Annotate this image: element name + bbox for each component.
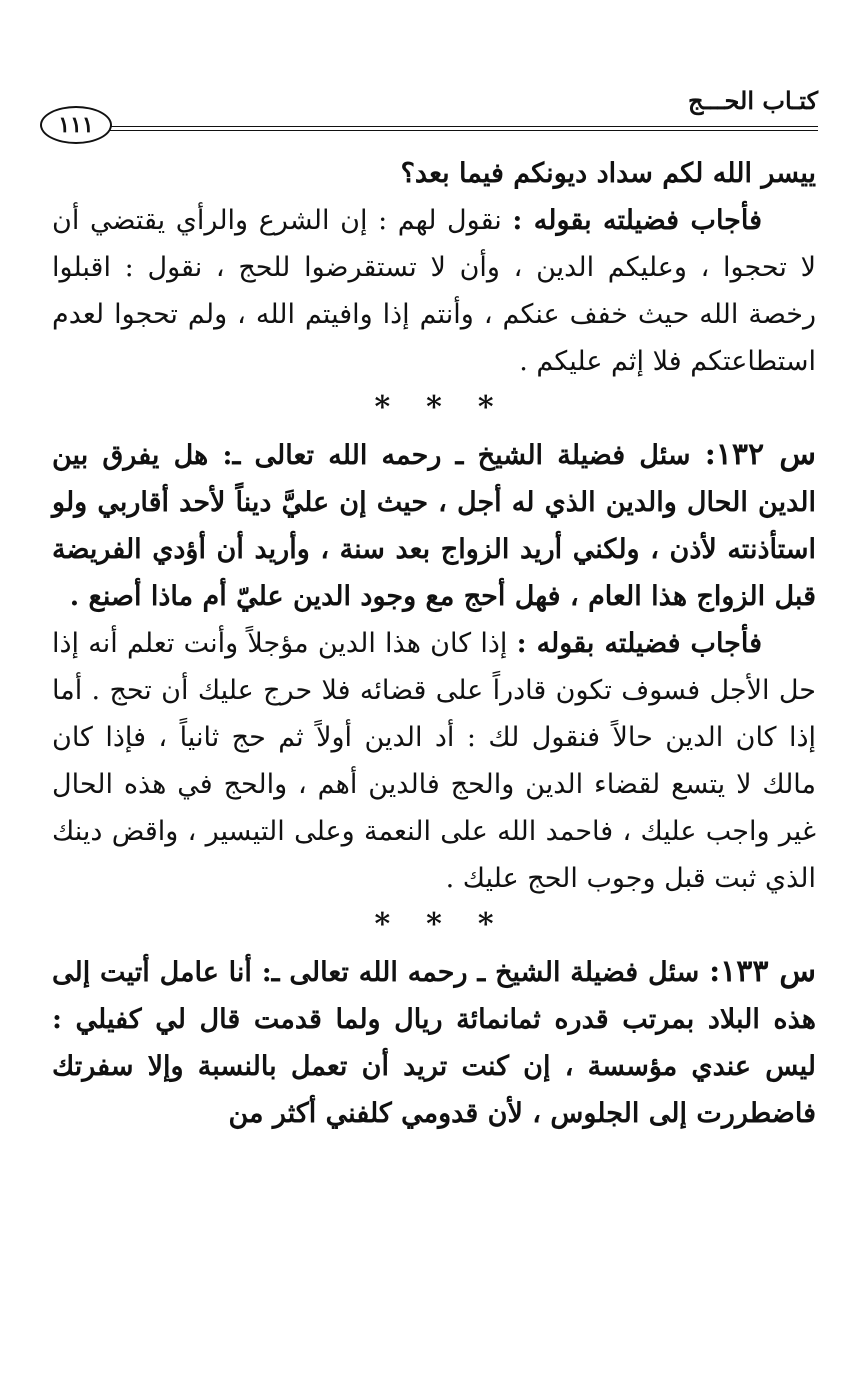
header-rule xyxy=(110,126,818,131)
separator-star: * xyxy=(477,907,494,942)
separator-star: * xyxy=(374,907,391,942)
paragraph-text: إذا كان هذا الدين مؤجلاً وأنت تعلم أنه إذا حل الأجل فسوف تكون قادراً على قضائه فلا حرج عليك أن تحج . أما إذا كان الدين حالاً فنقول لك : أد الدين أولاً ثم حج ثانياً ، فإذا كان مالك لا يتسع لقضاء الدين والحج فالدين أهم ، والحج في هذه الحال غير واجب عليك ، فاحمد الله على النعمة وعلى التيسير ، واقض دينك الذي ثبت قبل وجوب الحج عليك . xyxy=(52,628,816,894)
separator-star: * xyxy=(426,390,442,425)
paragraph-text: ييسر الله لكم سداد ديونكم فيما بعد؟ xyxy=(400,158,816,189)
question-continuation xyxy=(52,150,816,197)
paragraph-text: نقول لهم : إن الشرع والرأي يقتضي أن لا تحجوا ، وعليكم الدين ، وأن لا تستقرضوا للحج ، نقول : اقبلوا رخصة الله حيث خفف عنكم ، وأنتم إذا وافيتم الله ، ولم تحجوا لعدم استطاعتكم فلا إثم عليكم . xyxy=(52,205,816,377)
separator-star: * xyxy=(426,907,442,942)
running-title: كتـاب الحـــج xyxy=(687,86,818,115)
answer-lead: فأجاب فضيلته بقوله : xyxy=(516,628,762,659)
separator-star: * xyxy=(374,390,391,425)
page-header xyxy=(40,86,818,136)
page-number: ١١١ xyxy=(40,106,112,144)
section-separator xyxy=(52,385,816,431)
question-label: س ١٣٢: xyxy=(704,437,816,472)
question-133 xyxy=(52,948,816,1137)
page-body xyxy=(52,150,816,1137)
answer-paragraph xyxy=(52,197,816,385)
answer-132 xyxy=(52,620,816,902)
answer-lead: فأجاب فضيلته بقوله : xyxy=(512,205,762,236)
section-separator xyxy=(52,902,816,948)
question-label: س ١٣٣: xyxy=(709,954,816,989)
question-132 xyxy=(52,431,816,620)
separator-star: * xyxy=(477,390,494,425)
paragraph-text: سئل فضيلة الشيخ ـ رحمه الله تعالى ـ: أنا عامل أتيت إلى هذه البلاد بمرتب قدره ثمانمائة ريال ولما قدمت قال لي كفيلي : ليس عندي مؤسسة ، إن كنت تريد أن تعمل بالنسبة وإلا سفرتك فاضطررت إلى الجلوس ، لأن قدومي كلفني أكثر من xyxy=(52,957,816,1129)
paragraph-text: سئل فضيلة الشيخ ـ رحمه الله تعالى ـ: هل يفرق بين الدين الحال والدين الذي له أجل ، حيث إن عليَّ ديناً لأحد أقاربي ولو استأذنته لأذن ، ولكني أريد الزواج بعد سنة ، وأريد أن أؤدي الفريضة قبل الزواج هذا العام ، فهل أحج مع وجود الدين عليّ أم ماذا أصنع . xyxy=(52,440,816,612)
